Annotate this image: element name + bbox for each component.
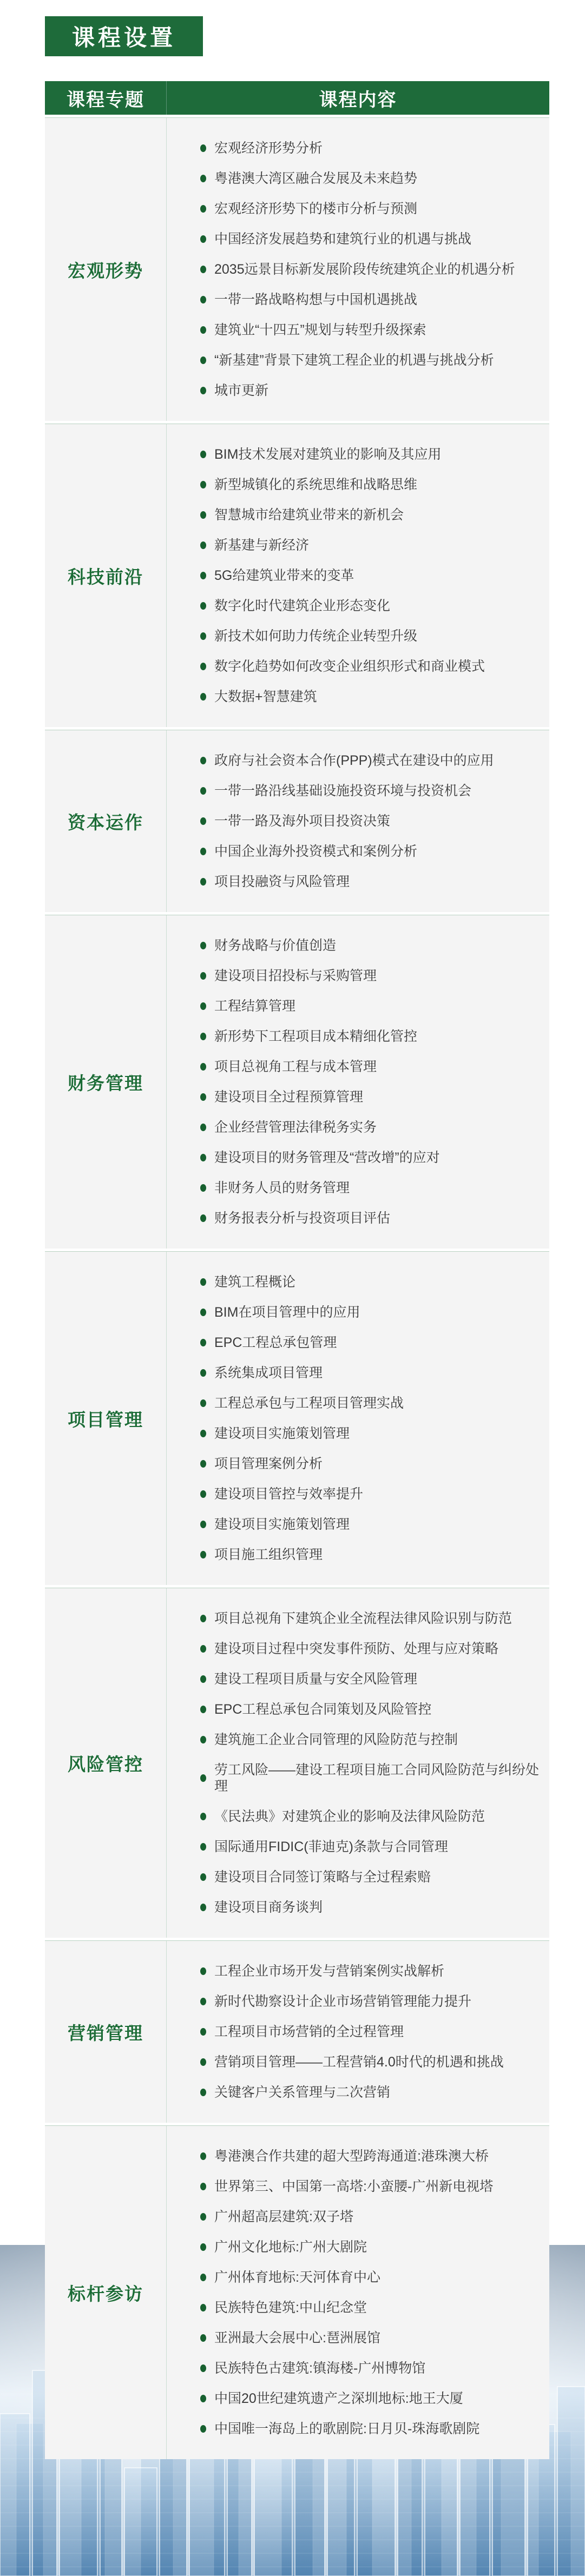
section-topic-label: 宏观形势 — [68, 260, 143, 281]
bullet-dot-icon — [200, 1430, 206, 1437]
course-item — [200, 1449, 540, 1479]
bullet-dot-icon — [200, 1813, 206, 1820]
course-item-text: 建设项目全过程预算管理 — [214, 1089, 364, 1105]
section-topic-label: 项目管理 — [68, 1409, 143, 1430]
content-sheet — [45, 0, 549, 2436]
course-item-text: 5G给建筑业带来的变革 — [214, 568, 354, 583]
course-item-text: EPC工程总承包管理 — [214, 1335, 337, 1350]
bullet-dot-icon — [200, 1675, 206, 1683]
course-item — [200, 1327, 540, 1358]
course-item-text: 系统集成项目管理 — [214, 1365, 323, 1381]
section-topic-cell — [45, 915, 167, 1249]
course-item-text: 建设项目实施策划管理 — [214, 1517, 350, 1532]
course-item — [200, 163, 540, 194]
header-content-cell: 课程内容 — [319, 89, 397, 110]
section-topic-cell — [45, 118, 167, 421]
course-item-text: 新时代勘察设计企业市场营销管理能力提升 — [214, 1994, 472, 2009]
course-item — [200, 867, 540, 897]
course-item-text: 建筑工程概论 — [214, 1274, 296, 1290]
course-item — [200, 2383, 540, 2414]
course-item-text: “新基建”背景下建筑工程企业的机遇与挑战分析 — [214, 353, 494, 368]
page-title: 课程设置 — [71, 25, 176, 50]
section-topic-cell — [45, 730, 167, 912]
table-section-row — [45, 915, 549, 1249]
section-content-list — [167, 118, 549, 421]
course-table — [45, 81, 549, 2459]
course-item-text: 工程企业市场开发与营销案例实战解析 — [214, 1964, 445, 1979]
table-section-row — [45, 1940, 549, 2123]
section-topic-cell — [45, 1588, 167, 1938]
course-item-text: 项目总视角工程与成本管理 — [214, 1059, 377, 1074]
table-section-row — [45, 1588, 549, 1938]
header-topic-cell: 课程专题 — [45, 81, 167, 115]
bullet-dot-icon — [200, 2058, 206, 2066]
course-item — [200, 315, 540, 345]
bullet-dot-icon — [200, 1736, 206, 1743]
course-item-text: 财务战略与价值创造 — [214, 938, 337, 953]
bullet-dot-icon — [200, 2425, 206, 2433]
course-item-text: BIM技术发展对建筑业的影响及其应用 — [214, 447, 442, 462]
course-item-text: 关键客户关系管理与二次营销 — [214, 2085, 391, 2100]
course-item — [200, 375, 540, 406]
course-table-body — [45, 117, 549, 2459]
bullet-dot-icon — [200, 1551, 206, 1558]
bullet-dot-icon — [200, 1706, 206, 1713]
course-item-text: 建设项目过程中突发事件预防、处理与应对策略 — [214, 1641, 499, 1656]
course-item — [200, 591, 540, 621]
bullet-dot-icon — [200, 541, 206, 549]
section-topic-label: 风险管控 — [68, 1754, 143, 1774]
section-content-list — [167, 1252, 549, 1585]
bullet-dot-icon — [200, 848, 206, 855]
course-item — [200, 194, 540, 224]
course-item-text: 一带一路沿线基础设施投资环境与投资机会 — [214, 783, 472, 798]
table-section-row — [45, 730, 549, 912]
course-item — [200, 1892, 540, 1923]
bullet-dot-icon — [200, 235, 206, 243]
course-item-text: 建设工程项目质量与安全风险管理 — [214, 1672, 418, 1687]
bullet-dot-icon — [200, 693, 206, 701]
section-topic-label: 科技前沿 — [68, 566, 143, 587]
section-topic-label: 资本运作 — [68, 812, 143, 833]
course-item — [200, 2353, 540, 2383]
course-item — [200, 560, 540, 591]
bullet-dot-icon — [200, 2028, 206, 2036]
course-item — [200, 1418, 540, 1449]
course-item-text: 广州超高层建筑:双子塔 — [214, 2209, 353, 2224]
course-item-text: 非财务人员的财务管理 — [214, 1180, 350, 1195]
course-item-text: 中国20世纪建筑遗产之深圳地标:地王大厦 — [214, 2391, 463, 2406]
bullet-dot-icon — [200, 1645, 206, 1653]
course-item-text: 宏观经济形势分析 — [214, 141, 323, 156]
table-section-row — [45, 117, 549, 421]
bullet-dot-icon — [200, 972, 206, 980]
course-item-text: 建设项目招投标与采购管理 — [214, 968, 377, 983]
course-item-text: 建筑施工企业合同管理的风险防范与控制 — [214, 1732, 458, 1747]
bullet-dot-icon — [200, 1615, 206, 1622]
section-content-list — [167, 1588, 549, 1938]
course-item-text: 广州文化地标:广州大剧院 — [214, 2240, 367, 2255]
bullet-dot-icon — [200, 205, 206, 213]
course-item — [200, 1112, 540, 1142]
course-item-text: 劳工风险——建设工程项目施工合同风险防范与纠纷处理 — [214, 1762, 540, 1794]
course-item — [200, 1755, 540, 1801]
course-item — [200, 961, 540, 991]
bullet-dot-icon — [200, 1154, 206, 1161]
bullet-dot-icon — [200, 2152, 206, 2160]
course-item-text: 营销项目管理——工程营销4.0时代的机遇和挑战 — [214, 2055, 504, 2070]
bullet-dot-icon — [200, 632, 206, 640]
course-item-text: 国际通用FIDIC(菲迪克)条款与合同管理 — [214, 1839, 448, 1854]
section-content-list — [167, 915, 549, 1249]
course-item — [200, 1173, 540, 1203]
course-item — [200, 1267, 540, 1297]
course-item-text: 广州体育地标:天河体育中心 — [214, 2270, 380, 2285]
course-item-text: 智慧城市给建筑业带来的新机会 — [214, 507, 404, 523]
bullet-dot-icon — [200, 1904, 206, 1911]
bullet-dot-icon — [200, 1033, 206, 1040]
bullet-dot-icon — [200, 878, 206, 886]
section-content-list — [167, 730, 549, 912]
course-item-text: 中国企业海外投资模式和案例分析 — [214, 844, 418, 859]
course-item — [200, 224, 540, 254]
course-item-text: 中国唯一海岛上的歌剧院:日月贝-珠海歌剧院 — [214, 2421, 480, 2436]
course-item — [200, 2232, 540, 2262]
bullet-dot-icon — [200, 1873, 206, 1881]
course-item — [200, 2077, 540, 2108]
bullet-dot-icon — [200, 356, 206, 364]
bullet-dot-icon — [200, 511, 206, 519]
course-item — [200, 1603, 540, 1634]
course-item-text: 粤港澳合作共建的超大型跨海通道:港珠澳大桥 — [214, 2149, 489, 2164]
course-item-text: 数字化时代建筑企业形态变化 — [214, 598, 391, 613]
bullet-dot-icon — [200, 572, 206, 579]
course-item — [200, 2262, 540, 2293]
course-item-text: 项目管理案例分析 — [214, 1456, 323, 1471]
course-item-text: 大数据+智慧建筑 — [214, 689, 317, 704]
section-content-list — [167, 1941, 549, 2123]
bullet-dot-icon — [200, 266, 206, 273]
course-item-text: 城市更新 — [214, 383, 269, 398]
course-item — [200, 836, 540, 867]
course-item — [200, 1540, 540, 1570]
course-item — [200, 991, 540, 1021]
bullet-dot-icon — [200, 387, 206, 394]
course-item-text: BIM在项目管理中的应用 — [214, 1305, 360, 1320]
course-item — [200, 1986, 540, 2017]
bullet-dot-icon — [200, 1369, 206, 1377]
bullet-dot-icon — [200, 1967, 206, 1975]
course-item — [200, 930, 540, 961]
course-item — [200, 1634, 540, 1664]
course-item-text: 工程项目市场营销的全过程管理 — [214, 2024, 404, 2039]
bullet-dot-icon — [200, 1843, 206, 1851]
course-item-text: 民族特色建筑:中山纪念堂 — [214, 2300, 367, 2315]
bullet-dot-icon — [200, 2089, 206, 2096]
bullet-dot-icon — [200, 2304, 206, 2311]
table-section-row — [45, 2125, 549, 2459]
course-item — [200, 1664, 540, 1694]
course-item-text: 项目总视角下建筑企业全流程法律风险识别与防范 — [214, 1611, 512, 1626]
course-item-text: 建设项目合同签订策略与全过程索赔 — [214, 1870, 431, 1885]
course-item-text: 财务报表分析与投资项目评估 — [214, 1211, 391, 1226]
bullet-dot-icon — [200, 1093, 206, 1101]
course-item — [200, 1297, 540, 1327]
bullet-dot-icon — [200, 1309, 206, 1316]
bullet-dot-icon — [200, 2274, 206, 2281]
course-item — [200, 1725, 540, 1755]
course-item-text: 新技术如何助力传统企业转型升级 — [214, 629, 418, 644]
course-item — [200, 2017, 540, 2047]
course-item — [200, 2202, 540, 2232]
course-item — [200, 1142, 540, 1173]
bullet-dot-icon — [200, 1124, 206, 1131]
course-item — [200, 2293, 540, 2323]
course-item-text: 数字化趋势如何改变企业组织形式和商业模式 — [214, 659, 485, 674]
section-content-list — [167, 2126, 549, 2459]
bullet-dot-icon — [200, 2213, 206, 2221]
bullet-dot-icon — [200, 663, 206, 670]
course-item — [200, 2141, 540, 2171]
section-topic-label: 营销管理 — [68, 2023, 143, 2043]
course-item — [200, 345, 540, 375]
course-item-text: 世界第三、中国第一高塔:小蛮腰-广州新电视塔 — [214, 2179, 494, 2194]
course-item-text: 建设项目实施策划管理 — [214, 1426, 350, 1441]
course-item — [200, 1052, 540, 1082]
course-item — [200, 1021, 540, 1052]
course-item — [200, 1956, 540, 1986]
bullet-dot-icon — [200, 326, 206, 334]
bullet-dot-icon — [200, 144, 206, 152]
course-item-text: 工程结算管理 — [214, 999, 296, 1014]
table-section-row — [45, 1251, 549, 1585]
bullet-dot-icon — [200, 2334, 206, 2342]
course-item — [200, 682, 540, 712]
bullet-dot-icon — [200, 481, 206, 488]
course-item — [200, 2047, 540, 2077]
course-item — [200, 1832, 540, 1862]
course-item — [200, 1801, 540, 1832]
bullet-dot-icon — [200, 1184, 206, 1192]
bullet-dot-icon — [200, 296, 206, 303]
bullet-dot-icon — [200, 817, 206, 825]
course-item — [200, 2171, 540, 2202]
course-item — [200, 1862, 540, 1892]
bullet-dot-icon — [200, 757, 206, 764]
bullet-dot-icon — [200, 175, 206, 182]
course-item — [200, 1479, 540, 1509]
bullet-dot-icon — [200, 787, 206, 795]
bullet-dot-icon — [200, 1998, 206, 2005]
course-item-text: 亚洲最大会展中心:琶洲展馆 — [214, 2330, 380, 2346]
bullet-dot-icon — [200, 1490, 206, 1498]
course-item — [200, 2414, 540, 2444]
course-item-text: 企业经营管理法律税务实务 — [214, 1120, 377, 1135]
course-item-text: 粤港澳大湾区融合发展及未来趋势 — [214, 171, 418, 186]
bullet-dot-icon — [200, 1399, 206, 1407]
course-item-text: 项目投融资与风险管理 — [214, 874, 350, 889]
course-item — [200, 1388, 540, 1418]
course-item-text: 中国经济发展趋势和建筑行业的机遇与挑战 — [214, 232, 472, 247]
bullet-dot-icon — [200, 602, 206, 610]
course-item-text: 民族特色古建筑:镇海楼-广州博物馆 — [214, 2361, 426, 2376]
course-item — [200, 776, 540, 806]
course-item-text: 《民法典》对建筑企业的影响及法律风险防范 — [214, 1809, 485, 1824]
course-item-text: 新基建与新经济 — [214, 538, 310, 553]
section-topic-label: 标杆参访 — [68, 2283, 143, 2304]
course-item — [200, 500, 540, 530]
course-item — [200, 1694, 540, 1725]
bullet-dot-icon — [200, 1002, 206, 1010]
course-item-text: 宏观经济形势下的楼市分析与预测 — [214, 201, 418, 216]
course-item — [200, 1358, 540, 1388]
course-item — [200, 651, 540, 682]
section-content-list — [167, 424, 549, 727]
course-item — [200, 439, 540, 470]
course-item — [200, 621, 540, 651]
course-item — [200, 470, 540, 500]
course-item-text: 项目施工组织管理 — [214, 1547, 323, 1562]
section-topic-cell — [45, 1941, 167, 2123]
bullet-dot-icon — [200, 1774, 206, 1782]
course-item-text: 一带一路及海外项目投资决策 — [214, 814, 391, 829]
section-topic-cell — [45, 1252, 167, 1585]
course-item — [200, 1203, 540, 1233]
course-item-text: EPC工程总承包合同策划及风险管控 — [214, 1702, 432, 1717]
section-topic-cell — [45, 2126, 167, 2459]
course-item-text: 建筑业“十四五”规划与转型升级探索 — [214, 322, 426, 338]
course-item-text: 新型城镇化的系统思维和战略思维 — [214, 477, 418, 492]
bullet-dot-icon — [200, 1339, 206, 1346]
table-header-row — [45, 81, 549, 115]
course-item-text: 政府与社会资本合作(PPP)模式在建设中的应用 — [214, 753, 494, 768]
course-item — [200, 285, 540, 315]
course-item — [200, 530, 540, 560]
course-item — [200, 2323, 540, 2353]
table-section-row — [45, 424, 549, 727]
section-topic-label: 财务管理 — [68, 1073, 143, 1093]
bullet-dot-icon — [200, 1521, 206, 1528]
bullet-dot-icon — [200, 2243, 206, 2251]
bullet-dot-icon — [200, 2364, 206, 2372]
course-item — [200, 806, 540, 836]
bullet-dot-icon — [200, 1214, 206, 1222]
bullet-dot-icon — [200, 942, 206, 949]
course-item — [200, 254, 540, 285]
course-item-text: 工程总承包与工程项目管理实战 — [214, 1396, 404, 1411]
course-item-text: 新形势下工程项目成本精细化管控 — [214, 1029, 418, 1044]
course-item-text: 建设项目管控与效率提升 — [214, 1487, 364, 1502]
course-item — [200, 745, 540, 776]
bullet-dot-icon — [200, 1460, 206, 1468]
bullet-dot-icon — [200, 451, 206, 458]
section-topic-cell — [45, 424, 167, 727]
course-item-text: 建设项目商务谈判 — [214, 1900, 323, 1915]
course-item-text: 2035远景目标新发展阶段传统建筑企业的机遇分析 — [214, 262, 515, 277]
bullet-dot-icon — [200, 1278, 206, 1286]
page-title-block — [45, 16, 203, 56]
course-item — [200, 1082, 540, 1112]
course-item — [200, 133, 540, 163]
bullet-dot-icon — [200, 2183, 206, 2190]
course-item-text: 建设项目的财务管理及“营改增”的应对 — [214, 1150, 440, 1165]
course-item — [200, 1509, 540, 1540]
course-item-text: 一带一路战略构想与中国机遇挑战 — [214, 292, 418, 307]
bullet-dot-icon — [200, 1063, 206, 1071]
bullet-dot-icon — [200, 2395, 206, 2402]
